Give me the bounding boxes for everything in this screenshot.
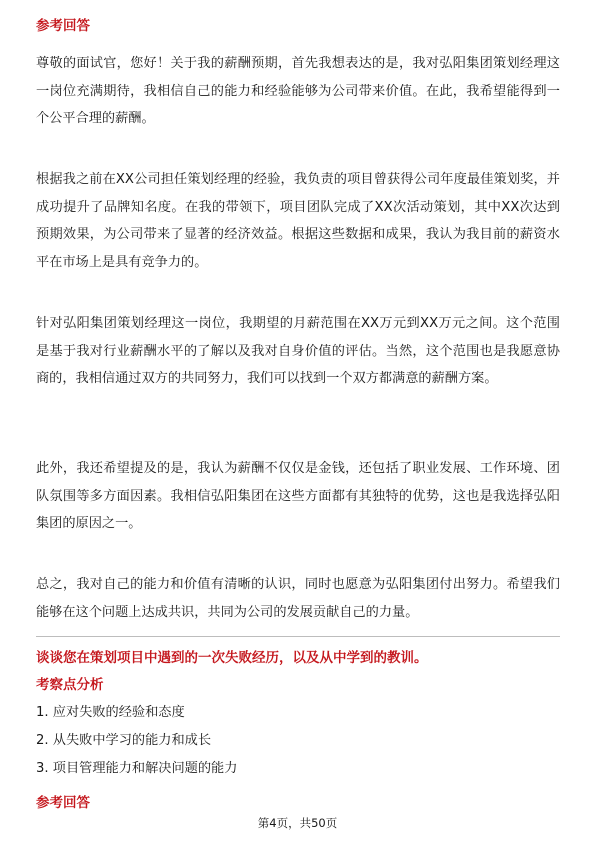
answer-heading-1: 参考回答 — [36, 18, 90, 34]
analysis-point-2: 2. 从失败中学习的能力和成长 — [36, 733, 212, 748]
answer-paragraph-1: 尊敬的面试官，您好！关于我的薪酬预期，首先我想表达的是，我对弘阳集团策划经理这一岗位充满期待，我相信自己的能力和经验能够为公司带来价值。在此，我希望能得到一个公平合理的薪酬。 — [36, 56, 560, 126]
analysis-point-3: 3. 项目管理能力和解决问题的能力 — [36, 761, 238, 776]
section-divider — [36, 636, 560, 637]
document-page — [36, 0, 560, 842]
analysis-heading: 考察点分析 — [36, 677, 104, 693]
analysis-point-1: 1. 应对失败的经验和态度 — [36, 705, 185, 720]
page-footer: 第4页，共50页 — [257, 816, 338, 830]
interview-question: 谈谈您在策划项目中遇到的一次失败经历，以及从中学到的教训。 — [36, 650, 428, 666]
answer-paragraph-5: 总之，我对自己的能力和价值有清晰的认识，同时也愿意为弘阳集团付出努力。希望我们能够在这个问题上达成共识，共同为公司的发展贡献自己的力量。 — [36, 577, 560, 620]
answer-heading-2: 参考回答 — [36, 795, 90, 811]
answer-paragraph-3: 针对弘阳集团策划经理这一岗位，我期望的月薪范围在XX万元到XX万元之间。这个范围是基于我对行业薪酬水平的了解以及我对自身价值的评估。当然，这个范围也是我愿意协商的，我相信通过双方的共同努力，我们可以找到一个双方都满意的薪酬方案。 — [36, 316, 560, 386]
answer-paragraph-2: 根据我之前在XX公司担任策划经理的经验，我负责的项目曾获得公司年度最佳策划奖，并成功提升了品牌知名度。在我的带领下，项目团队完成了XX次活动策划，其中XX次达到预期效果，为公司带来了显著的经济效益。根据这些数据和成果，我认为我目前的薪资水平在市场上是具有竞争力的。 — [36, 172, 560, 270]
answer-paragraph-4: 此外，我还希望提及的是，我认为薪酬不仅仅是金钱，还包括了职业发展、工作环境、团队氛围等多方面因素。我相信弘阳集团在这些方面都有其独特的优势，这也是我选择弘阳集团的原因之一。 — [36, 461, 560, 531]
